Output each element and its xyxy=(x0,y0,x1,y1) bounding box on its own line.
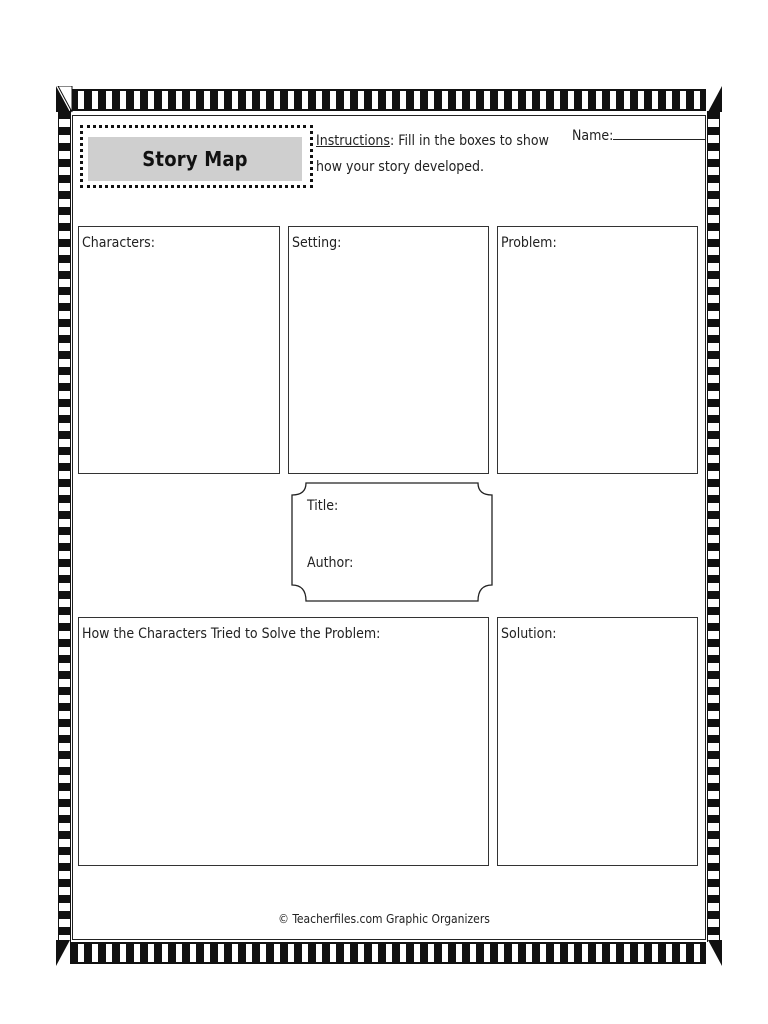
problem-label: Problem: xyxy=(501,235,557,251)
corner-bottom-right xyxy=(704,940,722,968)
copyright-icon: © xyxy=(278,912,289,926)
solution-label: Solution: xyxy=(501,626,557,642)
title-label: Title: xyxy=(307,498,339,514)
border-left xyxy=(58,111,71,942)
solution-box[interactable] xyxy=(497,617,698,866)
footer-credit xyxy=(0,912,768,926)
name-blank-line[interactable] xyxy=(613,127,705,140)
corner-bottom-left xyxy=(56,940,74,968)
border-top xyxy=(70,89,706,111)
border-right xyxy=(707,111,720,942)
characters-label: Characters: xyxy=(82,235,155,251)
characters-box[interactable] xyxy=(78,226,280,474)
solve-attempts-label: How the Characters Tried to Solve the Problem: xyxy=(82,626,381,642)
credit-text: Teacherfiles.com Graphic Organizers xyxy=(292,912,490,926)
title-box xyxy=(88,137,302,181)
problem-box[interactable] xyxy=(497,226,698,474)
page-title: Story Map xyxy=(142,147,248,171)
corner-top-right xyxy=(704,86,722,114)
setting-label: Setting: xyxy=(292,235,342,251)
setting-box[interactable] xyxy=(288,226,489,474)
name-label: Name: xyxy=(572,128,614,144)
name-field[interactable] xyxy=(572,127,705,144)
author-label: Author: xyxy=(307,555,354,571)
instructions xyxy=(316,128,556,180)
instructions-label: Instructions xyxy=(316,133,390,149)
border-bottom xyxy=(70,942,706,964)
solve-attempts-box[interactable] xyxy=(78,617,489,866)
corner-top-left xyxy=(56,86,74,114)
instructions-text: : Fill in the boxes to show how your story developed. xyxy=(316,133,549,175)
